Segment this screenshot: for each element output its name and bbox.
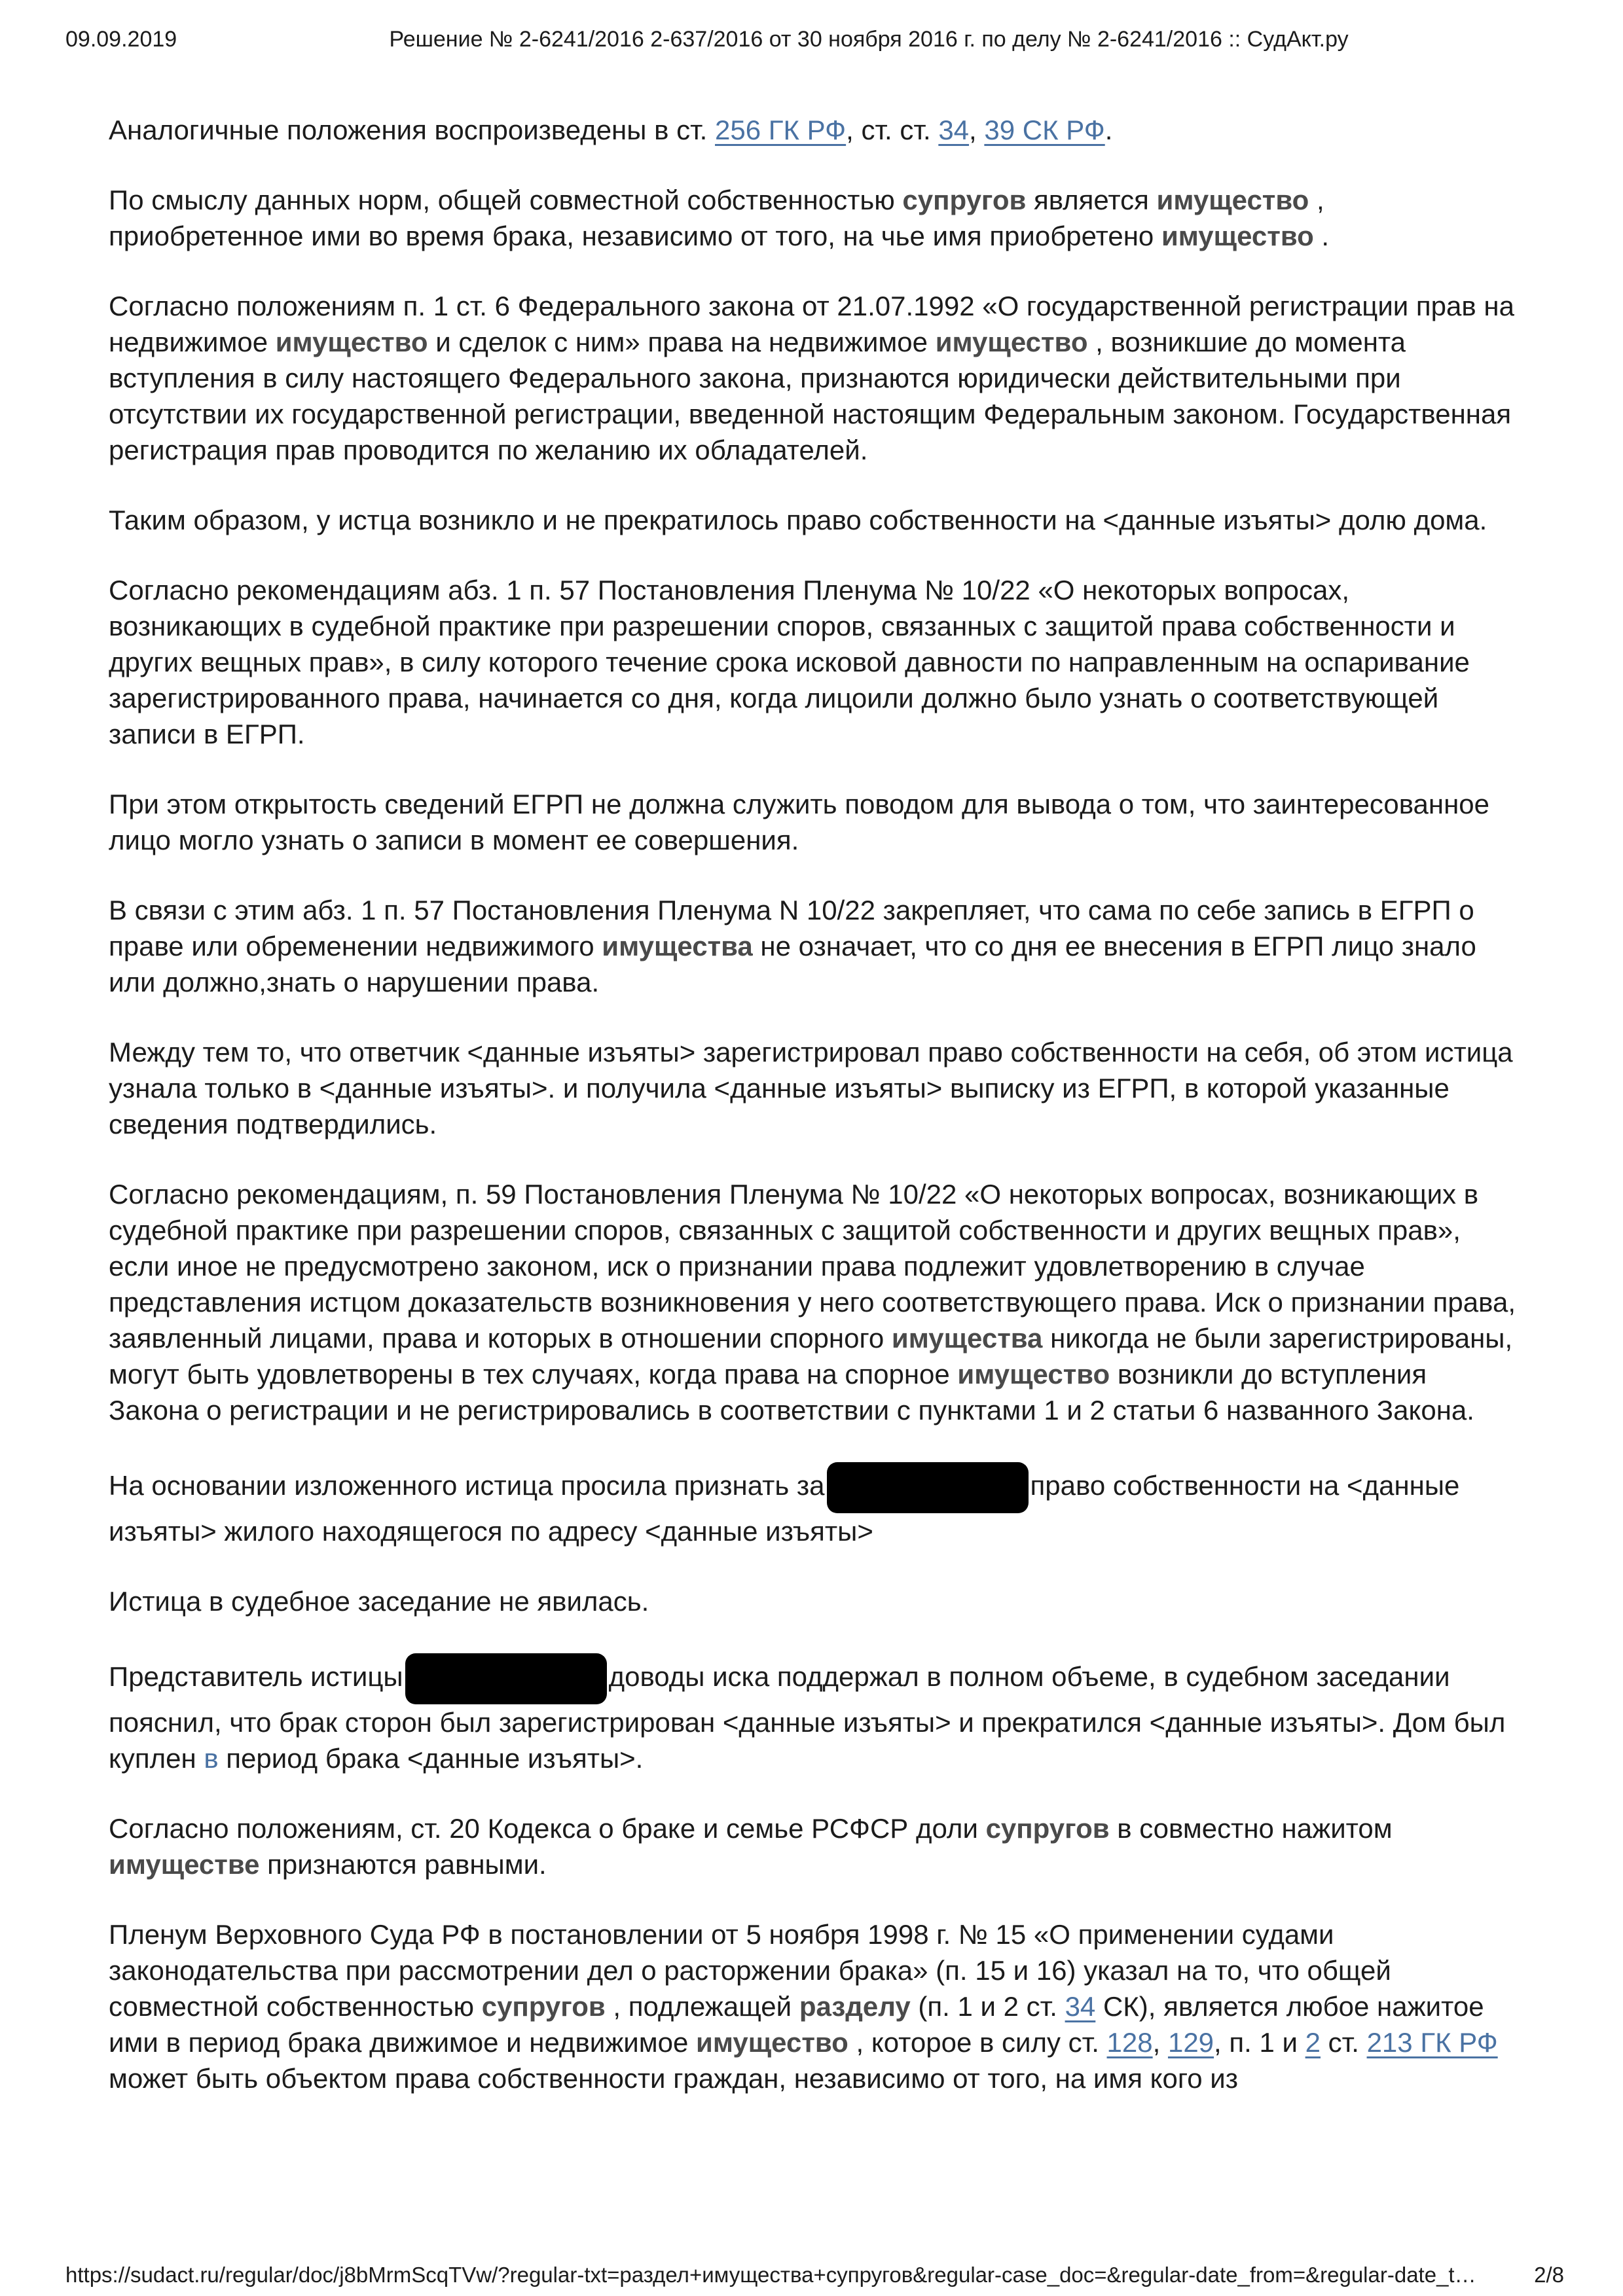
paragraph (109, 1916, 1520, 2096)
text-run: Истица в судебное заседание не явилась. (109, 1586, 649, 1617)
text-run: СК), является любое нажитое ими в период брака движимое и недвижимое (109, 1991, 1484, 2058)
document-body (109, 78, 1520, 2130)
text-run: и сделок с ним» права на недвижимое (428, 327, 936, 357)
paragraph (109, 1653, 1520, 1776)
text-run: , (1152, 2027, 1168, 2058)
paragraph (109, 182, 1520, 254)
statute-link[interactable]: 2 (1305, 2027, 1321, 2058)
text-run: Согласно рекомендациям абз. 1 п. 57 Постановления Пленума № 10/22 «О некоторых вопросах, возникающих в судебной практике при разрешении споров, связанных с защитой права собственности и других вещных прав», в силу которого течение срока исковой давности по направленным на оспаривание зарегистрированного права, начинается со дня, когда лицоили должно было узнать о соответствующей записи в ЕГРП. (109, 575, 1470, 749)
text-run: Представитель истицы (109, 1661, 403, 1693)
text-run: . (1313, 221, 1330, 251)
text-run: , ст. ст. (846, 115, 939, 145)
search-term-highlight: супругов (902, 185, 1027, 215)
search-term-highlight: имущество (275, 327, 428, 357)
search-term-highlight: имущество (935, 327, 1088, 357)
paragraph (109, 1176, 1520, 1428)
statute-link[interactable]: 213 ГК РФ (1366, 2027, 1498, 2058)
text-run: не означает, что со дня ее внесения в ЕГРП лицо знало или должно,знать о нарушении права. (109, 931, 1476, 997)
paragraph (109, 288, 1520, 468)
text-run: На основании изложенного истица просила признать за (109, 1470, 825, 1501)
statute-link[interactable]: 129 (1167, 2027, 1214, 2058)
text-run: , приобретенное ими во время брака, независимо от того, на чье имя приобретено (109, 185, 1324, 251)
search-term-highlight: имущества (891, 1323, 1043, 1354)
text-run: может быть объектом права собственности граждан, независимо от того, на имя кого из (109, 2063, 1238, 2094)
page-title: Решение № 2-6241/2016 2-637/2016 от 30 ноября 2016 г. по делу № 2-6241/2016 :: СудАкт.ру (389, 27, 1349, 51)
text-run: , подлежащей (605, 1991, 799, 2022)
paragraph (109, 786, 1520, 858)
paragraph (109, 1810, 1520, 1882)
text-run: является (1026, 185, 1157, 215)
paragraph (109, 502, 1520, 538)
paragraph (109, 1462, 1520, 1549)
search-term-highlight: имущества (602, 931, 753, 961)
paragraph (109, 1583, 1520, 1619)
text-run: Аналогичные положения воспроизведены в ст. (109, 115, 716, 145)
statute-link[interactable]: 34 (938, 115, 970, 145)
redacted-box (405, 1653, 607, 1704)
text-run: право собственности на <данные изъяты> жилого находящегося по адресу <данные изъяты> (109, 1470, 1460, 1547)
search-term-highlight: имущество (957, 1359, 1110, 1390)
search-term-highlight: разделу (799, 1991, 911, 2022)
text-run: признаются равными. (259, 1849, 547, 1880)
paragraph (109, 112, 1520, 148)
print-footer (0, 2263, 1623, 2287)
text-run: возникли до вступления Закона о регистрации и не регистрировались в соответствии с пунктами 1 и 2 статьи 6 названного Закона. (109, 1359, 1474, 1426)
text-run: Согласно положениям, ст. 20 Кодекса о браке и семье РСФСР доли (109, 1813, 986, 1844)
statute-link[interactable]: 256 ГК РФ (715, 115, 847, 145)
search-term-highlight: имуществе (109, 1849, 260, 1880)
source-url: https://sudact.ru/regular/doc/j8bMrmScqTVw/?regular-txt=раздел+имущества+супругов&regular-case_doc=&regular-date_from=&regular-date_t… (65, 2263, 1476, 2287)
text-run: Таким образом, у истца возникло и не прекратилось право собственности на <данные изъяты> долю дома. (109, 505, 1487, 535)
text-run: При этом открытость сведений ЕГРП не должна служить поводом для вывода о том, что заинтересованное лицо могло узнать о записи в момент ее совершения. (109, 789, 1490, 855)
text-run: , (969, 115, 985, 145)
paragraph (109, 1034, 1520, 1142)
text-run: ст. (1320, 2027, 1367, 2058)
text-run: Между тем то, что ответчик <данные изъяты> зарегистрировал право собственности на себя, об этом истица узнала только в <данные изъяты>. и получила <данные изъяты> выписку из ЕГРП, в которой указанные сведения подтвердились. (109, 1037, 1513, 1139)
text-run: период брака <данные изъяты>. (218, 1743, 644, 1774)
statute-link[interactable]: 128 (1106, 2027, 1153, 2058)
search-term-highlight: супругов (481, 1991, 606, 2022)
redacted-box (827, 1462, 1029, 1513)
search-term-highlight: имущество (1156, 185, 1309, 215)
statute-link[interactable]: 39 СК РФ (984, 115, 1105, 145)
search-term-highlight: имущество (1161, 221, 1314, 251)
paragraph (109, 892, 1520, 1000)
text-run: в совместно нажитом (1109, 1813, 1393, 1844)
statute-link[interactable]: 34 (1065, 1991, 1096, 2022)
page-number-indicator: 2/8 (1534, 2263, 1564, 2287)
text-run: В связи с этим абз. 1 п. 57 Постановления Пленума N 10/22 закрепляет, что сама по себе запись в ЕГРП о праве или обременении недвижимого (109, 895, 1474, 961)
print-date: 09.09.2019 (65, 27, 177, 52)
text-run: , возникшие до момента вступления в силу настоящего Федерального закона, признаются юридически действительными при отсутствии их государственной регистрации, введенной настоящим Федеральным законом. Государственная регистрация прав проводится по желанию их обладателей. (109, 327, 1512, 465)
text-run: (п. 1 и 2 ст. (910, 1991, 1065, 2022)
text-run: Согласно рекомендациям, п. 59 Постановления Пленума № 10/22 «О некоторых вопросах, возникающих в судебной практике при разрешении споров, связанных с защитой собственности и других вещных прав», если иное не предусмотрено законом, иск о признании права подлежит удовлетворению в случае представления истцом доказательств возникновения у него соответствующего права. Иск о признании права, заявленный лицами, права и которых в отношении спорного (109, 1179, 1516, 1354)
text-run: . (1104, 115, 1113, 145)
text-run: , п. 1 и (1214, 2027, 1305, 2058)
text-run: , которое в силу ст. (848, 2027, 1107, 2058)
print-header (0, 27, 1623, 51)
highlighted-word: в (204, 1743, 219, 1774)
text-run: Пленум Верховного Суда РФ в постановлении от 5 ноября 1998 г. № 15 «О применении судами законодательства при рассмотрении дел о расторжении брака» (п. 15 и 16) указал на то, что общей совместной собственностью (109, 1919, 1391, 2022)
text-run: доводы иска поддержал в полном объеме, в судебном заседании пояснил, что брак сторон был зарегистрирован <данные изъяты> и прекратился <данные изъяты>. Дом был куплен (109, 1661, 1506, 1774)
text-run: По смыслу данных норм, общей совместной собственностью (109, 185, 903, 215)
text-run: Согласно положениям п. 1 ст. 6 Федерального закона от 21.07.1992 «О государственной регистрации прав на недвижимое (109, 291, 1514, 357)
paragraph (109, 572, 1520, 752)
text-run: никогда не были зарегистрированы, могут быть удовлетворены в тех случаях, когда права на спорное (109, 1323, 1513, 1390)
search-term-highlight: имущество (696, 2027, 848, 2058)
search-term-highlight: супругов (985, 1813, 1110, 1844)
